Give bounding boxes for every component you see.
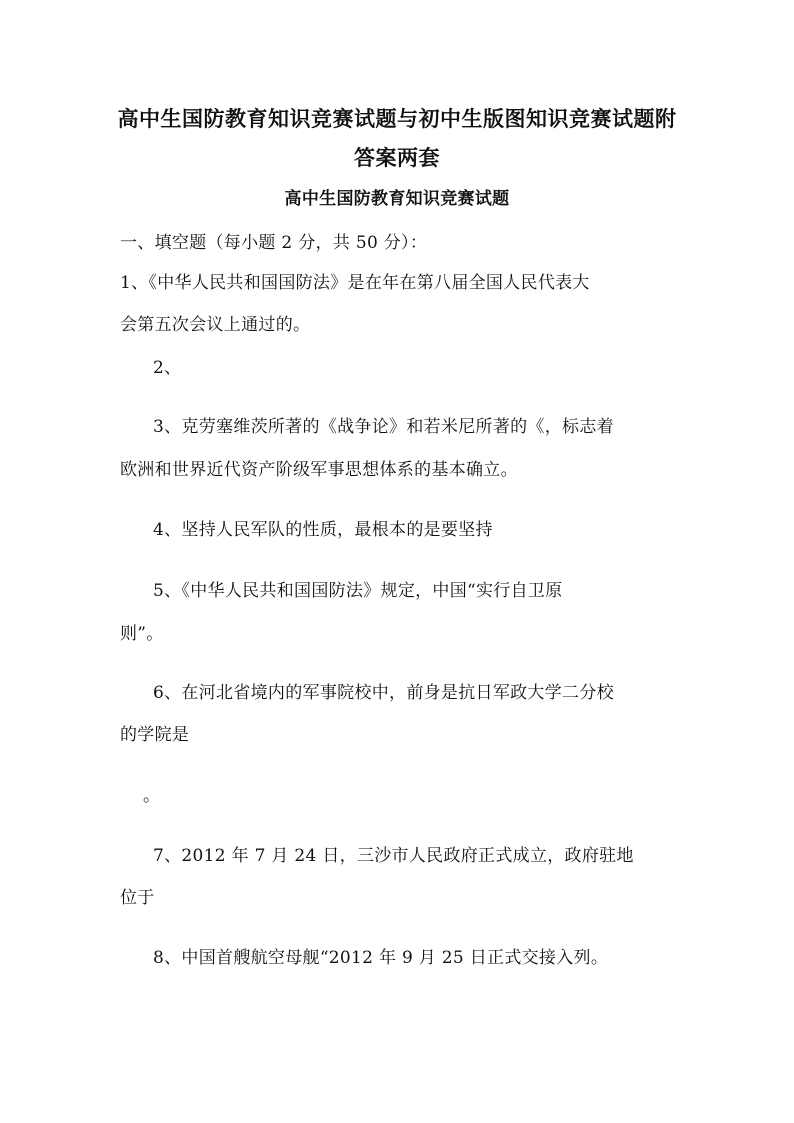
- document-title-line-1: 高中生国防教育知识竞赛试题与初中生版图知识竞赛试题附: [117, 106, 677, 131]
- question-7-line-2: 位于: [120, 888, 155, 908]
- question-3-line-2: 欧洲和世界近代资产阶级军事思想体系的基本确立。: [120, 460, 518, 480]
- question-1-line-1: 1、《中华人民共和国国防法》是在年在第八届全国人民代表大: [120, 273, 590, 293]
- section-heading: 一、填空题（每小题 2 分，共 50 分）：: [120, 233, 428, 253]
- question-2-line-1: 2、: [153, 358, 182, 378]
- question-6-line-2: 的学院是: [120, 725, 190, 745]
- question-3-line-1: 3、克劳塞维茨所著的《战争论》和若米尼所著的《，标志着: [153, 417, 614, 437]
- document-title-line-2: 答案两套: [354, 145, 440, 170]
- question-5-line-2: 则”。: [120, 624, 164, 644]
- question-5-line-1: 5、《中华人民共和国国防法》规定，中国“实行自卫原: [153, 581, 563, 601]
- question-7-line-1: 7、2012 年 7 月 24 日，三沙市人民政府正式成立，政府驻地: [153, 846, 634, 866]
- question-4-line-1: 4、坚持人民军队的性质，最根本的是要坚持: [153, 520, 493, 540]
- question-6-line-1: 6、在河北省境内的军事院校中，前身是抗日军政大学二分校: [153, 683, 614, 703]
- document-subtitle: 高中生国防教育知识竞赛试题: [284, 189, 510, 209]
- question-1-line-2: 会第五次会议上通过的。: [120, 315, 311, 335]
- question-8-line-1: 8、中国首艘航空母舰“2012 年 9 月 25 日正式交接入列。: [153, 948, 609, 968]
- question-6-line-3: 。: [143, 786, 161, 806]
